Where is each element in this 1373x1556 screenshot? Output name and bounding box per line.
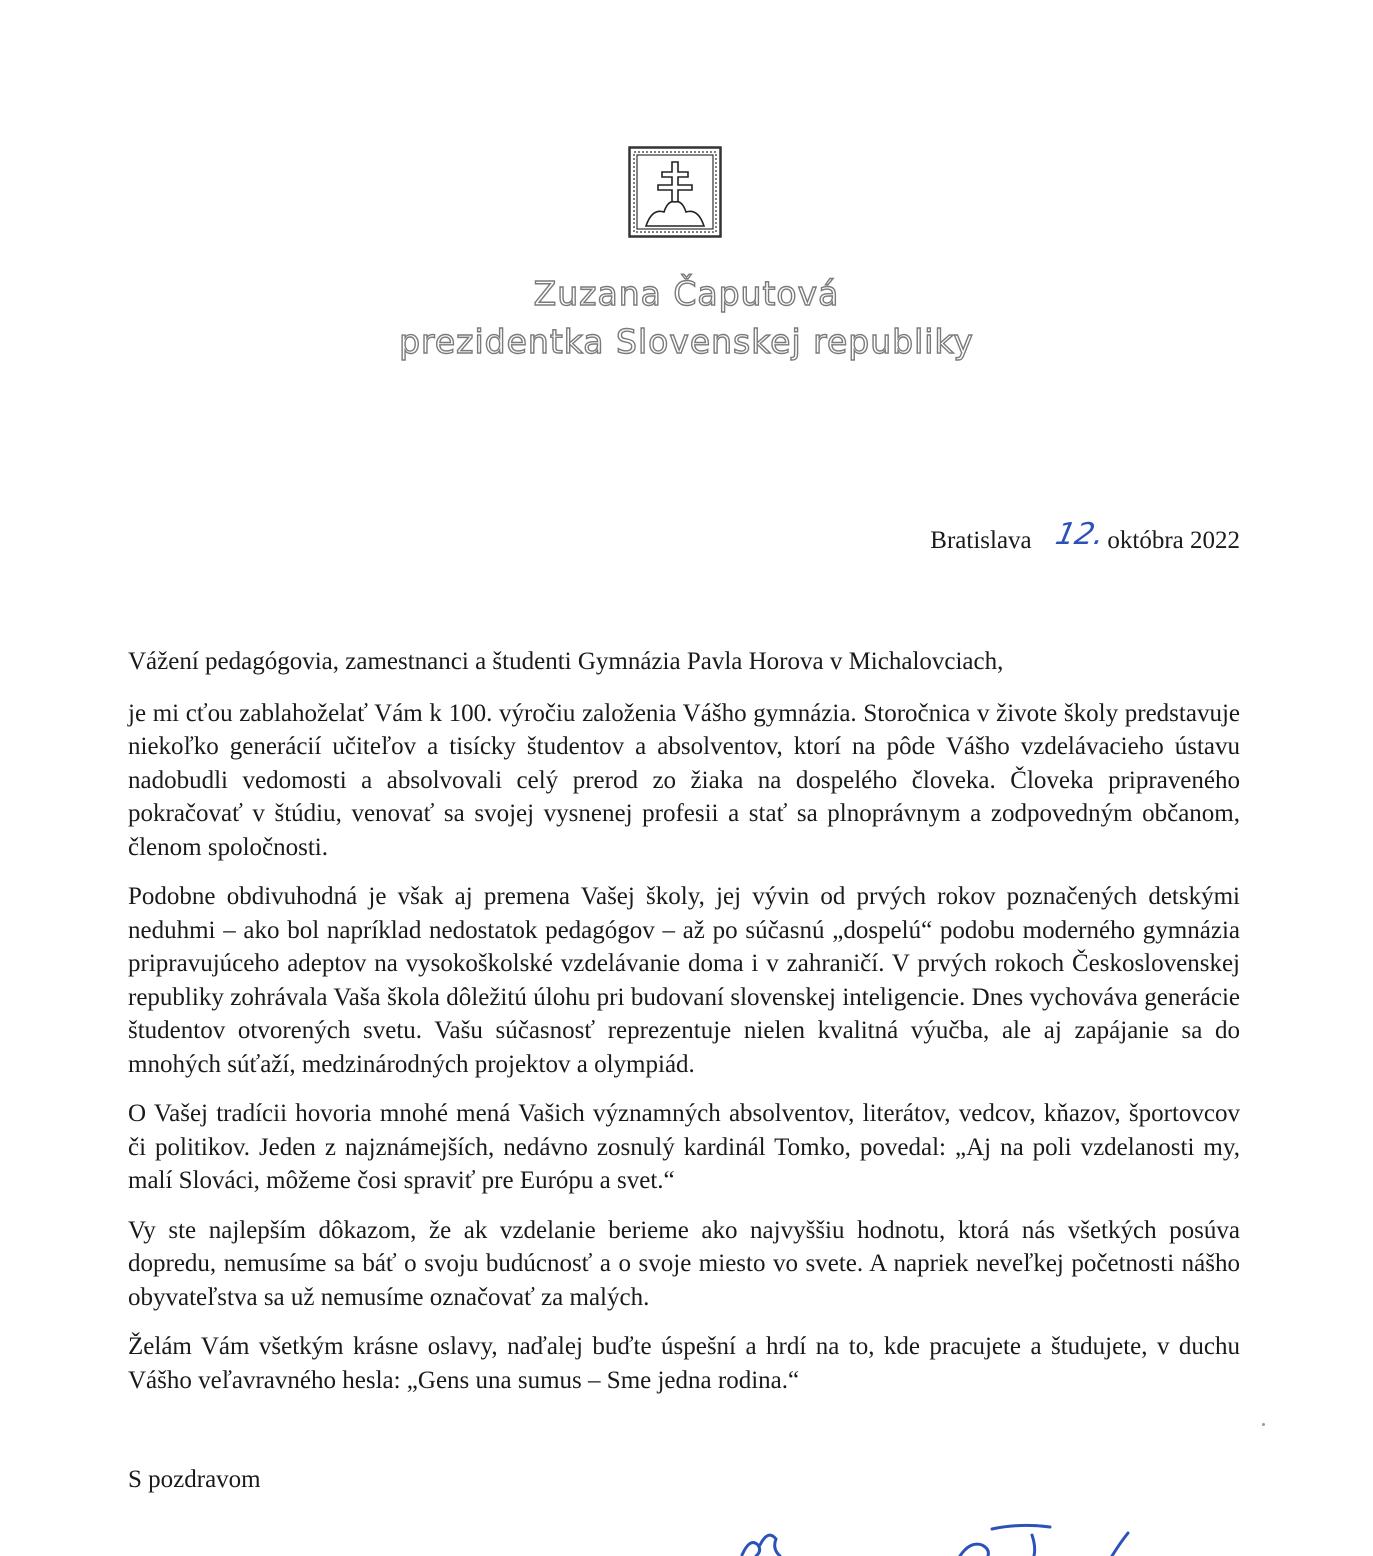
paragraph-1: je mi cťou zablahoželať Vám k 100. výročiu založenia Vášho gymnázia. Storočnica v živote školy predstavuje niekoľko generácií učiteľov a tisícky študentov a absolventov, ktorí na pôde Vášho vzdelávacieho ústavu nadobudli vedomosti a absolvovali celý prerod zo žiaka na dospelého človeka. Človeka pripraveného pokračovať v štúdiu, venovať sa svojej vysnenej profesii a stať sa plnoprávnym a zodpovedným občanom, členom spoločnosti. <box>128 699 1240 861</box>
slovak-coat-of-arms-icon <box>628 146 722 238</box>
dateline-month-year: októbra 2022 <box>1107 527 1240 554</box>
letterhead-office: prezidentka Slovenskej republiky <box>399 322 974 361</box>
letter-body <box>128 645 1240 1413</box>
dateline-day-handwritten: 12. <box>1052 517 1108 552</box>
paragraph-5: Želám Vám všetkým krásne oslavy, naďalej buďte úspešní a hrdí na to, kde pracujete a študujete, v duchu Vášho veľavravného hesla: „Gens una sumus – Sme jedna rodina.“ <box>128 1333 1240 1394</box>
salutation: Vážení pedagógovia, zamestnanci a študenti Gymnázia Pavla Horova v Michalovciach, <box>128 648 1004 675</box>
dateline-place: Bratislava <box>930 527 1032 554</box>
dateline <box>930 517 1240 558</box>
scan-speck <box>1262 1423 1265 1426</box>
paragraph-4: Vy ste najlepším dôkazom, že ak vzdelanie berieme ako najvyššiu hodnotu, ktorá nás všetkých posúva dopredu, nemusíme sa báť o svoju budúcnosť a o svoje miesto vo svete. A napriek neveľkej početnosti nášho obyvateľstva sa už nemusíme označovať za malých. <box>128 1216 1240 1311</box>
paragraph-2: Podobne obdivuhodná je však aj premena Vašej školy, jej vývin od prvých rokov poznačených detskými neduhmi – ako bol napríklad nedostatok pedagógov – až po súčasnú „dospelú“ podobu moderného gymnázia pripravujúceho adeptov na vysokoškolské vzdelávanie doma i v zahraničí. V prvých rokoch Československej republiky zohrávala Vaša škola dôležitú úlohu pri budovaní slovenskej inteligencie. Dnes vychováva generácie študentov otvorených svetu. Vašu súčasnosť reprezentuje nielen kvalitná výučba, ale aj zapájanie sa do mnohých súťaží, medzinárodných projektov a olympiád. <box>128 883 1240 1078</box>
letterhead-name: Zuzana Čaputová <box>533 274 840 313</box>
closing: S pozdravom <box>128 1466 261 1493</box>
signature-icon <box>720 1515 1150 1556</box>
paragraph-3: O Vašej tradícii hovoria mnohé mená Vašich významných absolventov, literátov, vedcov, kňazov, športovcov či politikov. Jeden z najznámejších, nedávno zosnulý kardinál Tomko, povedal: „Aj na poli vzdelanosti my, malí Slováci, môžeme čosi spraviť pre Európu a svet.“ <box>128 1100 1240 1194</box>
